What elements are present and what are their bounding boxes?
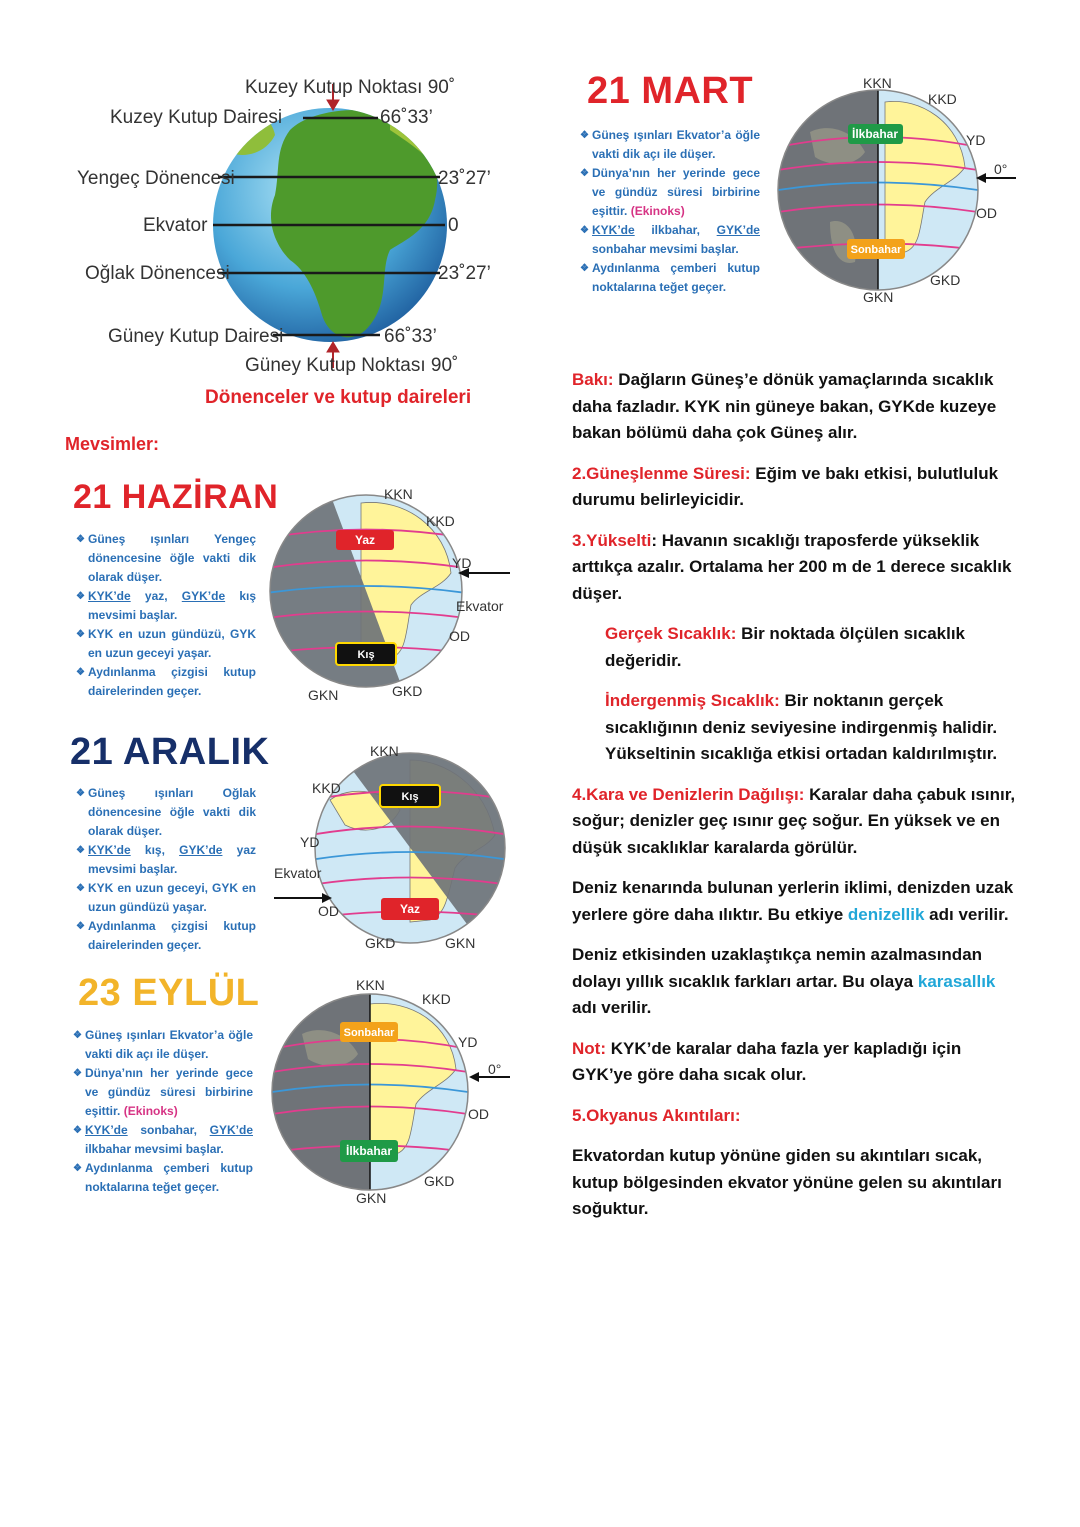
antarctic-circle-label: Güney Kutup Dairesi — [108, 326, 284, 347]
arctic-circle-label: Kuzey Kutup Dairesi — [110, 107, 283, 128]
march-bullet-2 — [580, 164, 760, 221]
september-b1-text: Güneş ışınları Ekvator’a öğle vakti dik açı ile düşer. — [85, 1028, 253, 1061]
september-yd: YD — [458, 1034, 478, 1050]
gunes-heading: 2.Güneşlenme Süresi: — [572, 463, 751, 483]
december-ekvator: Ekvator — [274, 865, 322, 881]
june-kkd: KKD — [426, 513, 455, 529]
gunes-paragraph — [572, 461, 1017, 514]
september-bullet-4 — [73, 1159, 253, 1197]
september-b4-text: Aydınlanma çemberi kutup noktalarına teğet geçer. — [85, 1161, 253, 1194]
march-kkd: KKD — [928, 91, 957, 107]
september-gyk: GYK’de — [209, 1123, 253, 1137]
december-bullet-1 — [76, 784, 256, 841]
june-bullet-4 — [76, 663, 256, 701]
december-b4-text: Aydınlanma çizgisi kutup dairelerinden geçer. — [88, 919, 256, 952]
june-b1-text: Güneş ışınları Yengeç dönencesine öğle vakti dik olarak düşer. — [88, 532, 256, 584]
march-b1-text: Güneş ışınları Ekvator’a öğle vakti dik açı ile düşer. — [592, 128, 760, 161]
march-bullet-1 — [580, 126, 760, 164]
denizellik-term: denizellik — [847, 904, 925, 924]
june-b4-text: Aydınlanma çizgisi kutup dairelerinden geçer. — [88, 665, 256, 698]
baki-paragraph — [572, 367, 1017, 447]
note-heading: Not: — [572, 1038, 606, 1058]
capricorn-degree: 23˚27’ — [438, 263, 491, 284]
karasallik-end: adı verilir. — [572, 998, 652, 1017]
december-yd: YD — [300, 834, 320, 850]
september-b3-season: sonbahar, — [140, 1123, 198, 1137]
september-b2-text: Dünya’nın her yerinde gece ve gündüz süresi birbirine eşittir. — [85, 1066, 253, 1118]
september-title: 23 EYLÜL — [78, 972, 260, 1014]
september-bullets — [73, 1026, 253, 1197]
north-pole-label: Kuzey Kutup Noktası 90˚ — [245, 77, 456, 98]
december-b3-text: KYK en uzun geceyi, GYK en uzun gündüzü yaşar. — [88, 881, 256, 914]
december-bullet-4 — [76, 917, 256, 955]
september-ilkbahar-text: İlkbahar — [345, 1144, 393, 1158]
note-paragraph — [572, 1036, 1017, 1089]
december-gkn: GKN — [445, 935, 476, 951]
june-b3-text: KYK en uzun gündüzü, GYK en uzun geceyi yaşar. — [88, 627, 256, 660]
march-yd: YD — [966, 132, 986, 148]
september-od: OD — [468, 1106, 489, 1122]
kara-deniz-paragraph — [572, 782, 1017, 862]
december-kkd: KKD — [312, 780, 341, 796]
south-pole-label: Güney Kutup Noktası 90˚ — [245, 355, 459, 376]
march-kyk: KYK’de — [592, 223, 635, 237]
march-gkd: GKD — [930, 272, 961, 288]
december-bullet-2 — [76, 841, 256, 879]
okyanus-heading: 5.Okyanus Akıntıları: — [572, 1105, 741, 1125]
june-ekvator: Ekvator — [456, 598, 504, 614]
indergenmis-heading: İndergenmiş Sıcaklık: — [605, 691, 780, 710]
arctic-degree: 66˚33’ — [380, 107, 433, 128]
equator-label: Ekvator — [143, 215, 208, 236]
december-kkn: KKN — [370, 743, 399, 759]
december-title: 21 ARALIK — [70, 731, 270, 773]
kara-deniz-text: Karalar daha çabuk ısınır, soğur; denizler geç ısınır geç soğur. En yüksek ve en düşük sıcaklıklar karalarda görülür. — [572, 784, 1016, 857]
december-b1-text: Güneş ışınları Oğlak dönencesine öğle vakti dik olarak düşer. — [88, 786, 256, 838]
kara-deniz-heading: 4.Kara ve Denizlerin Dağılışı: — [572, 784, 805, 804]
december-kyk: KYK’de — [88, 843, 131, 857]
karasallik-paragraph — [572, 942, 1017, 1022]
denizellik-paragraph — [572, 875, 1017, 928]
indergenmis-paragraph — [572, 688, 1010, 768]
march-bullets — [580, 126, 760, 297]
gercek-heading: Gerçek Sıcaklık: — [605, 624, 737, 643]
march-title: 21 MART — [587, 70, 754, 112]
september-kkd: KKD — [422, 991, 451, 1007]
september-zero: 0° — [488, 1061, 502, 1077]
december-kis-text: Kış — [401, 791, 419, 803]
note-text: KYK’de karalar daha fazla yer kapladığı için GYK’ye göre daha sıcak olur. — [572, 1038, 962, 1084]
march-ekinoks-tag: (Ekinoks) — [630, 204, 685, 218]
june-bullet-1 — [76, 530, 256, 587]
june-bullets — [76, 530, 256, 701]
june-kis-text: Kış — [357, 649, 375, 661]
cancer-label: Yengeç Dönencesi — [77, 168, 235, 189]
gercek-text: Bir noktada ölçülen sıcaklık değeridir. — [605, 624, 966, 670]
gunes-text: Eğim ve bakı etkisi, bulutluluk durumu belirleyicidir. — [572, 463, 999, 509]
equator-degree: 0 — [448, 215, 459, 236]
june-od: OD — [449, 628, 470, 644]
march-globe — [770, 72, 1025, 307]
march-bullet-4 — [580, 259, 760, 297]
march-b2-text: Dünya’nın her yerinde gece ve gündüz süresi birbirine eşittir. — [592, 166, 760, 218]
december-bullets — [76, 784, 256, 955]
denizellik-end: adı verilir. — [924, 904, 1009, 924]
june-title: 21 HAZİRAN — [73, 478, 279, 516]
june-yaz-text: Yaz — [354, 533, 376, 547]
gercek-paragraph — [572, 621, 1017, 674]
denizellik-text: Deniz kenarında bulunan yerlerin iklimi, denizden uzak yerlere göre daha ılıktır. Bu etkiye — [572, 878, 1014, 924]
karasallik-text: Deniz etkisinden uzaklaştıkça nemin azalmasından dolayı yıllık sıcaklık farkları artar. Bu olaya — [572, 945, 983, 991]
indergenmis-text: Bir noktanın gerçek sıcaklığının deniz seviyesine indirgenmiş halidir. Yükseltinin sıcaklığa etkisi ortadan kaldırılmıştır. — [605, 691, 998, 763]
september-bullet-2 — [73, 1064, 253, 1121]
main-globe-figure — [60, 70, 530, 415]
september-bullet-1 — [73, 1026, 253, 1064]
june-b2-rest: kış mevsimi başlar. — [88, 589, 257, 622]
december-b2-season: kış, — [144, 843, 165, 857]
september-b3-rest: ilkbahar mevsimi başlar. — [85, 1142, 224, 1156]
yukselti-heading: 3.Yükselti — [572, 530, 652, 550]
june-b2-season: yaz, — [144, 589, 168, 603]
december-gkd: GKD — [365, 935, 396, 951]
march-sonbahar-text: Sonbahar — [850, 244, 902, 256]
june-gkn: GKN — [308, 687, 339, 703]
main-globe-caption: Dönenceler ve kutup daireleri — [205, 387, 472, 408]
march-kkn: KKN — [863, 75, 892, 91]
cancer-degree: 23˚27’ — [438, 168, 491, 189]
baki-heading: Bakı: — [572, 370, 614, 389]
karasallik-term: karasallık — [917, 971, 996, 991]
march-ilkbahar-text: İlkbahar — [851, 127, 899, 141]
march-b3-season: ilkbahar, — [651, 223, 701, 237]
june-kyk: KYK’de — [88, 589, 131, 603]
june-gkd: GKD — [392, 683, 423, 699]
june-gyk: GYK’de — [181, 589, 226, 603]
june-globe — [266, 483, 516, 703]
june-bullet-2 — [76, 587, 256, 625]
december-bullet-3 — [76, 879, 256, 917]
okyanus-text: Ekvatordan kutup yönüne giden su akıntıları sıcak, kutup bölgesinden ekvator yönüne gelen su akıntıları soğuktur. — [572, 1146, 1002, 1218]
yukselti-paragraph — [572, 528, 1017, 608]
march-od: OD — [976, 205, 997, 221]
capricorn-label: Oğlak Dönencesi — [85, 263, 230, 284]
september-bullet-3 — [73, 1121, 253, 1159]
march-bullet-3 — [580, 221, 760, 259]
december-globe — [270, 740, 520, 955]
yukselti-text: : Havanın sıcaklığı traposferde yükseklik arttıkça azalır. Ortalama her 200 m de 1 derece sıcaklık düşer. — [572, 530, 1012, 603]
december-gyk: GYK’de — [179, 843, 223, 857]
december-od: OD — [318, 903, 339, 919]
june-kkn: KKN — [384, 486, 413, 502]
september-kyk: KYK’de — [85, 1123, 128, 1137]
december-yaz-text: Yaz — [399, 902, 421, 916]
okyanus-heading-paragraph — [572, 1103, 1017, 1130]
seasons-heading: Mevsimler: — [65, 434, 160, 454]
okyanus-paragraph — [572, 1143, 1017, 1223]
baki-text: Dağların Güneş’e dönük yamaçlarında sıcaklık daha fazladır. KYK nin güneye bakan, GYKde kuzeye bakan bölümü daha çok Güneş alır. — [572, 370, 997, 442]
december-b2-rest: yaz mevsimi başlar. — [88, 843, 257, 876]
september-kkn: KKN — [356, 977, 385, 993]
september-ekinoks-tag: (Ekinoks) — [123, 1104, 178, 1118]
march-b3-rest: sonbahar mevsimi başlar. — [592, 242, 739, 256]
march-gkn: GKN — [863, 289, 894, 305]
september-globe — [266, 974, 516, 1209]
right-column-text — [572, 367, 1017, 1223]
march-b4-text: Aydınlanma çemberi kutup noktalarına teğet geçer. — [592, 261, 760, 294]
march-gyk: GYK’de — [716, 223, 760, 237]
june-bullet-3 — [76, 625, 256, 663]
june-yd: YD — [452, 555, 472, 571]
september-sonbahar-text: Sonbahar — [343, 1027, 395, 1039]
september-gkd: GKD — [424, 1173, 455, 1189]
antarctic-degree: 66˚33’ — [384, 326, 437, 347]
march-zero: 0° — [994, 161, 1008, 177]
september-gkn: GKN — [356, 1190, 387, 1206]
